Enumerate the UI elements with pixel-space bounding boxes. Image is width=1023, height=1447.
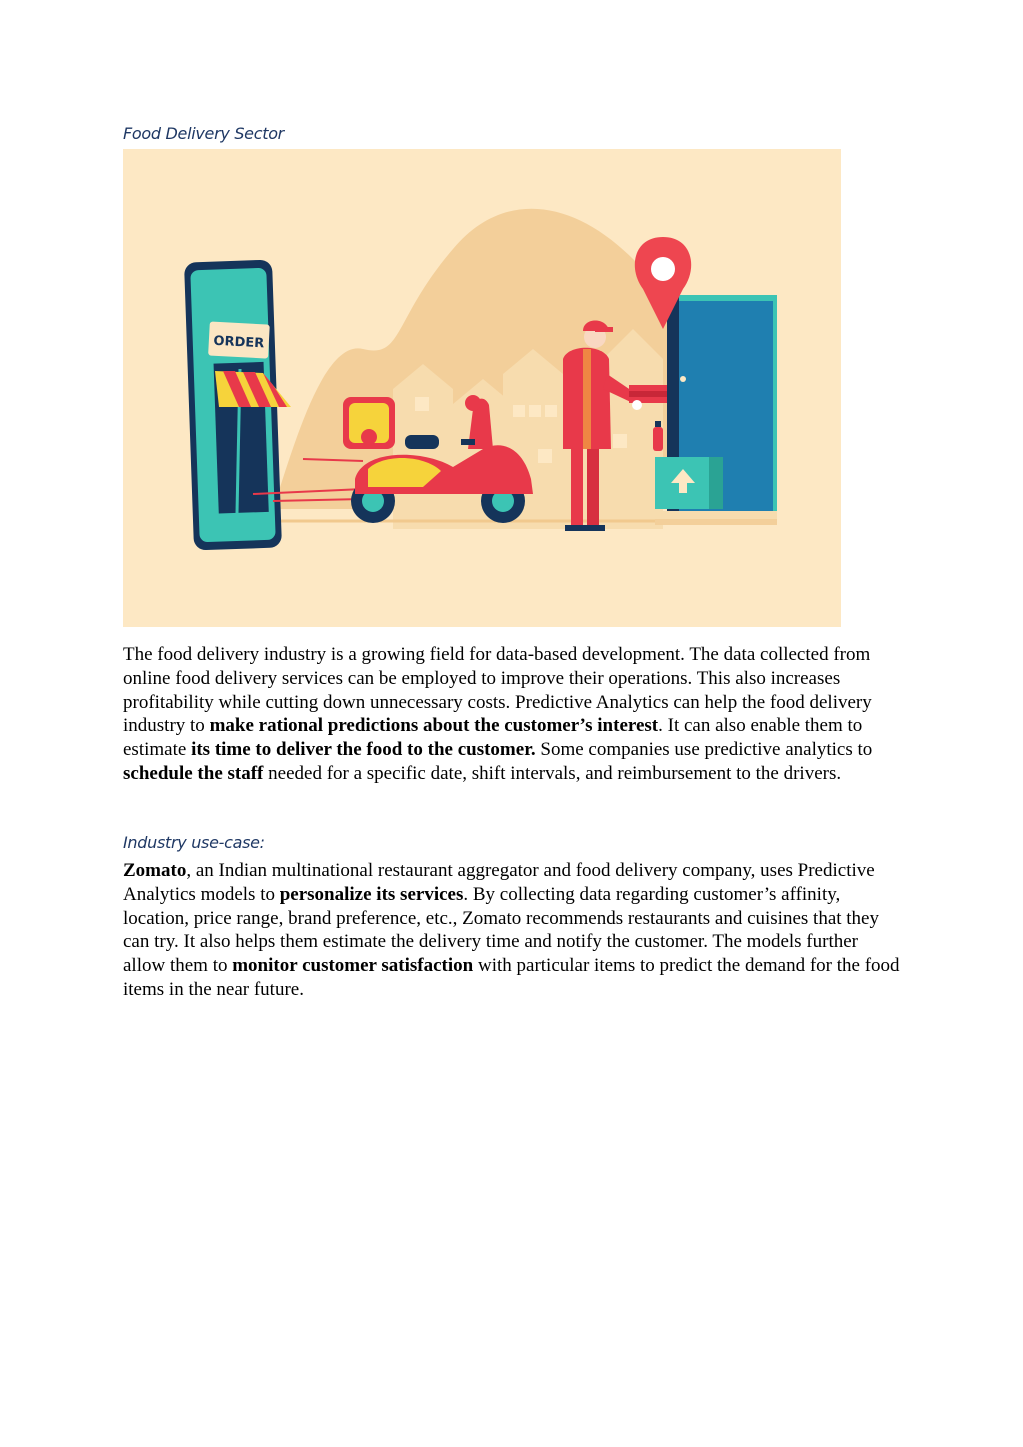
delivery-box (655, 457, 723, 509)
figure-caption: Food Delivery Sector (123, 124, 284, 143)
paragraph-food-delivery (123, 643, 903, 786)
bold-phrase: schedule the staff (123, 762, 264, 784)
order-sign (208, 322, 270, 359)
paragraph-zomato (123, 859, 903, 1002)
paragraph-text: , an Indian multinational restaurant aggregator and food delivery company, uses Predictive Analytics models to (123, 860, 875, 905)
paragraph-text: The food delivery industry is a growing field for data-based development. The data collected from online food delivery services can be employed to improve their operations. This also increases profitability while cutting down unnecessary costs. Predictive Analytics can help the food delivery industry to (123, 644, 872, 737)
paragraph-text: Some companies use predictive analytics to (535, 739, 873, 761)
paragraph-text: needed for a specific date, shift intervals, and reimbursement to the drivers. (263, 762, 842, 784)
paragraph-text: . It can also enable them to estimate (123, 715, 863, 761)
delivery-scene-svg (123, 149, 841, 627)
bold-phrase: make rational predictions about the customer’s interest (209, 715, 659, 737)
bold-phrase: its time to deliver the food to the customer. (191, 739, 536, 761)
food-delivery-illustration (123, 149, 841, 627)
order-label: ORDER (213, 333, 265, 352)
paragraph-text: with particular items to predict the demand for the food items in the near future. (123, 955, 900, 1000)
bold-phrase: monitor customer satisfaction (232, 955, 474, 977)
bold-phrase: Zomato (123, 860, 187, 881)
shop-awning (215, 371, 291, 407)
industry-use-case-heading: Industry use-case: (123, 833, 265, 852)
paragraph-text: . By collecting data regarding customer’s affinity, location, price range, brand preference, etc., Zomato recommends restaurants and cuisines that they can try. It also helps them estimate the delivery time and notify the customer. The models further allow them to (123, 883, 879, 977)
bold-phrase: personalize its services (279, 883, 464, 905)
